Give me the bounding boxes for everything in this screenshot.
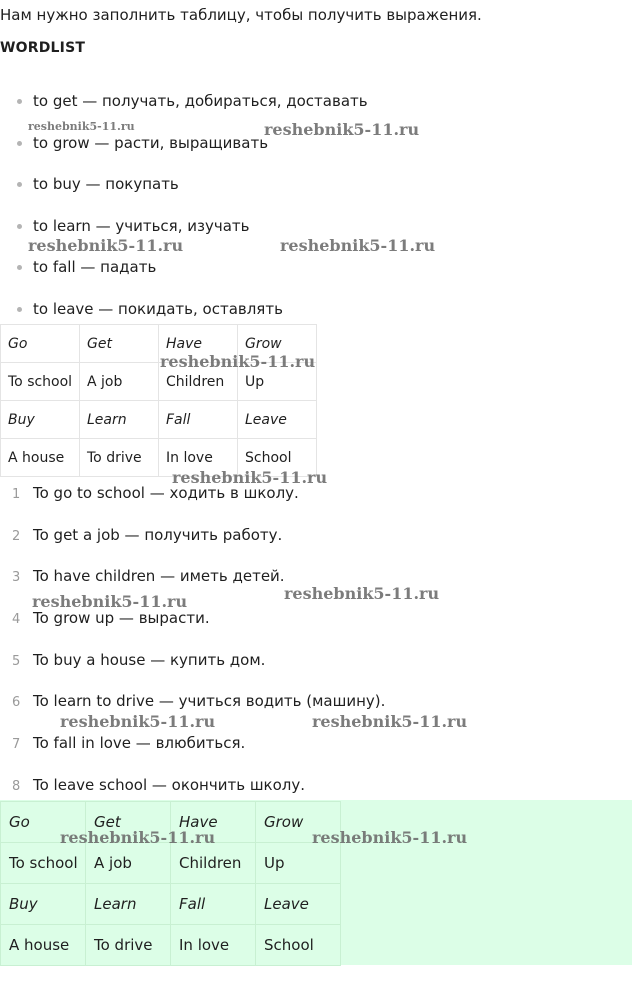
watermark: reshebnik5-11.ru xyxy=(280,236,436,255)
phrase-number: 4 xyxy=(12,612,21,628)
watermark: reshebnik5-11.ru xyxy=(160,352,316,371)
watermark: reshebnik5-11.ru xyxy=(60,712,216,731)
table-cell: Leave xyxy=(256,884,341,925)
phrase-text: To learn to drive — учиться водить (машину). xyxy=(33,692,386,711)
phrase-item xyxy=(12,526,385,568)
table-row xyxy=(1,843,341,884)
phrase-number: 8 xyxy=(12,778,21,794)
table-cell: In love xyxy=(171,925,256,966)
table-cell: Up xyxy=(238,363,317,401)
watermark: reshebnik5-11.ru xyxy=(32,592,188,611)
phrase-number: 2 xyxy=(12,528,21,544)
watermark: reshebnik5-11.ru xyxy=(28,236,184,255)
wordlist-item: to buy — покупать xyxy=(14,175,368,217)
phrase-text: To go to school — ходить в школу. xyxy=(33,484,299,502)
phrase-number: 3 xyxy=(12,570,21,586)
table-cell: To school xyxy=(1,843,86,884)
phrase-text: To buy a house — купить дом. xyxy=(33,650,266,669)
table-cell: School xyxy=(238,439,317,477)
phrase-number: 5 xyxy=(12,653,21,669)
table-cell: Buy xyxy=(1,401,80,439)
table-row xyxy=(1,925,341,966)
phrase-number: 1 xyxy=(12,487,21,502)
table-cell: Grow xyxy=(256,802,341,843)
table-cell: A job xyxy=(80,363,159,401)
table-cell: Fall xyxy=(159,401,238,439)
table-cell: A job xyxy=(86,843,171,884)
wordlist-item: to learn — учиться, изучать xyxy=(14,217,368,259)
watermark: reshebnik5-11.ru xyxy=(172,468,328,487)
table-cell: Have xyxy=(159,325,238,363)
phrase-text: To have children — иметь детей. xyxy=(33,567,285,586)
table-cell: Up xyxy=(256,843,341,884)
phrase-text: To leave school — окончить школу. xyxy=(33,775,306,794)
phrase-text: To get a job — получить работу. xyxy=(33,525,283,544)
table-cell: Learn xyxy=(86,884,171,925)
answer-table xyxy=(0,801,341,966)
table-cell: Children xyxy=(171,843,256,884)
table-cell: In love xyxy=(159,439,238,477)
watermark: reshebnik5-11.ru xyxy=(28,120,135,133)
phrase-item xyxy=(12,734,385,776)
wordlist-item: to leave — покидать, оставлять xyxy=(14,300,368,342)
watermark: reshebnik5-11.ru xyxy=(264,120,420,139)
table-cell: Go xyxy=(1,325,80,363)
table-row xyxy=(1,401,317,439)
watermark: reshebnik5-11.ru xyxy=(284,584,440,603)
phrase-number: 7 xyxy=(12,737,21,753)
table-cell: Learn xyxy=(80,401,159,439)
table-cell: Fall xyxy=(171,884,256,925)
phrase-item xyxy=(12,651,385,693)
wordlist-item: to fall — падать xyxy=(14,258,368,300)
watermark: reshebnik5-11.ru xyxy=(312,828,468,847)
phrase-text: To grow up — вырасти. xyxy=(33,609,210,628)
phrase-number: 6 xyxy=(12,695,21,711)
phrase-text: To fall in love — влюбиться. xyxy=(33,734,246,753)
table-cell: Get xyxy=(86,802,171,843)
table-cell: Leave xyxy=(238,401,317,439)
table-cell: Grow xyxy=(238,325,317,363)
wordlist-title: WORDLIST xyxy=(0,40,86,56)
table-cell: School xyxy=(256,925,341,966)
table-cell: Go xyxy=(1,802,86,843)
table-cell: Buy xyxy=(1,884,86,925)
verb-table xyxy=(0,324,317,477)
table-cell: A house xyxy=(1,925,86,966)
table-cell: To drive xyxy=(80,439,159,477)
phrase-item xyxy=(12,484,385,526)
table-cell: To drive xyxy=(86,925,171,966)
intro-text: Нам нужно заполнить таблицу, чтобы получить выражения. xyxy=(0,6,482,24)
watermark: reshebnik5-11.ru xyxy=(60,828,216,847)
wordlist-item: to grow — расти, выращивать xyxy=(14,134,368,176)
table-cell: A house xyxy=(1,439,80,477)
table-cell: Have xyxy=(171,802,256,843)
table-cell: To school xyxy=(1,363,80,401)
phrase-item xyxy=(12,609,385,651)
watermark: reshebnik5-11.ru xyxy=(312,712,468,731)
table-cell: Get xyxy=(80,325,159,363)
table-row xyxy=(1,884,341,925)
table-cell: Children xyxy=(159,363,238,401)
wordlist-item: to get — получать, добираться, доставать xyxy=(14,92,368,134)
phrase-list xyxy=(12,484,385,818)
